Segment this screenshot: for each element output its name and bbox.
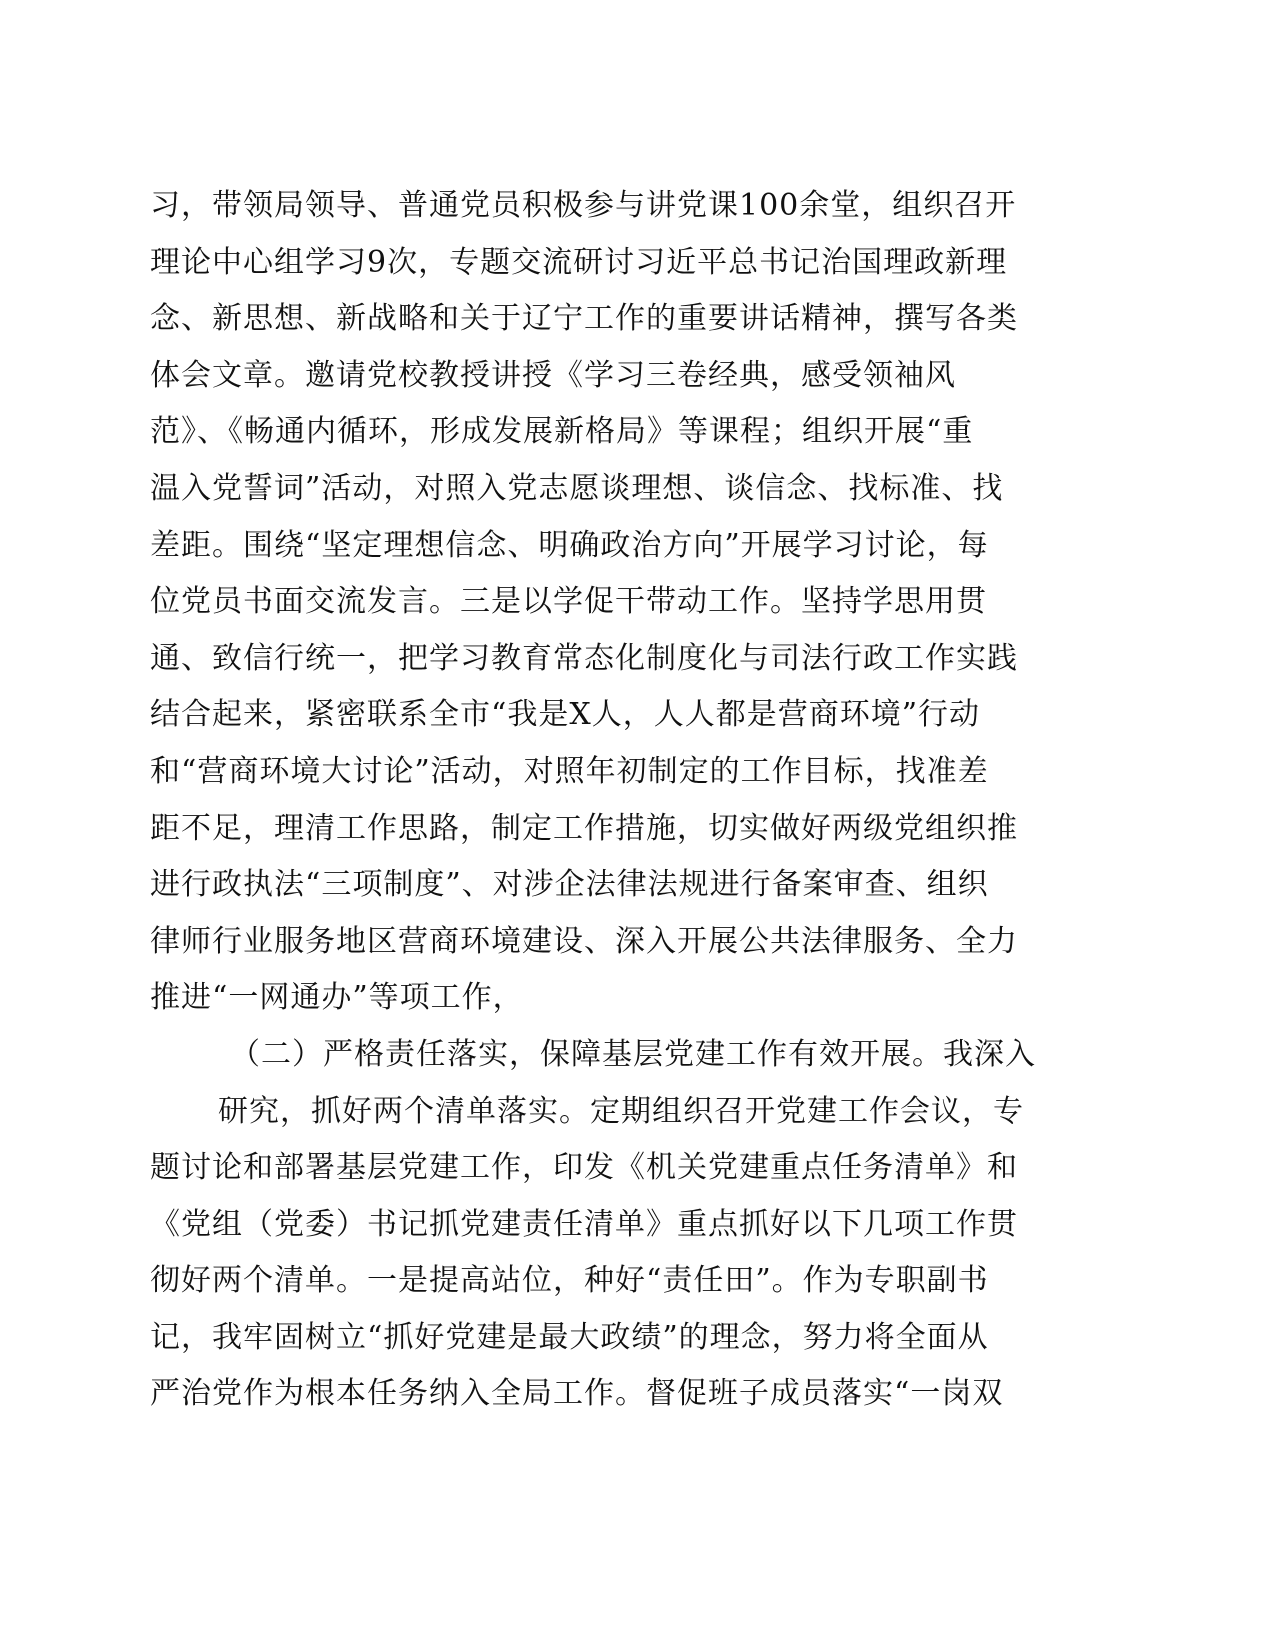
text-line: 距不足，理清工作思路，制定工作措施，切实做好两级党组织推 bbox=[150, 810, 1018, 846]
text-line: 理论中心组学习9次，专题交流研讨习近平总书记治国理政新理 bbox=[150, 244, 1008, 280]
text-line: 推进“一网通办”等项工作， bbox=[150, 980, 524, 1016]
text-line: 体会文章。邀请党校教授讲授《学习三卷经典，感受领袖风 bbox=[150, 357, 956, 393]
text-line: 严治党作为根本任务纳入全局工作。督促班子成员落实“一岗双 bbox=[150, 1376, 1004, 1412]
text-line: 结合起来，紧密联系全市“我是X人，人人都是营商环境”行动 bbox=[150, 697, 981, 733]
text-line: 和“营商环境大讨论”活动，对照年初制定的工作目标，找准差 bbox=[150, 753, 989, 789]
section-heading-line: （二）严格责任落实，保障基层党建工作有效开展。我深入 bbox=[230, 1036, 1036, 1072]
text-line: 差距。围绕“坚定理想信念、明确政治方向”开展学习讨论，每 bbox=[150, 527, 989, 563]
text-line: 进行政执法“三项制度”、对涉企法律法规进行备案审查、组织 bbox=[150, 867, 989, 903]
body-text bbox=[150, 178, 1090, 1423]
text-line: 习，带领局领导、普通党员积极参与讲党课100余堂，组织召开 bbox=[150, 188, 1017, 223]
text-line: 彻好两个清单。一是提高站位，种好“责任田”。作为专职副书 bbox=[150, 1263, 989, 1299]
text-line: 范》、《畅通内循环，形成发展新格局》等课程；组织开展“重 bbox=[150, 414, 974, 450]
text-line: 温入党誓词”活动，对照入党志愿谈理想、谈信念、找标准、找 bbox=[150, 470, 1004, 506]
text-line: 记，我牢固树立“抓好党建是最大政绩”的理念，努力将全面从 bbox=[150, 1319, 989, 1355]
text-line: 律师行业服务地区营商环境建设、深入开展公共法律服务、全力 bbox=[150, 923, 1018, 959]
text-line: 位党员书面交流发言。三是以学促干带动工作。坚持学思用贯 bbox=[150, 584, 987, 620]
text-line: 念、新思想、新战略和关于辽宁工作的重要讲话精神，撰写各类 bbox=[150, 301, 1018, 337]
text-line: 题讨论和部署基层党建工作，印发《机关党建重点任务清单》和 bbox=[150, 1150, 1018, 1186]
text-line: 通、致信行统一，把学习教育常态化制度化与司法行政工作实践 bbox=[150, 640, 1018, 676]
text-line: 研究，抓好两个清单落实。定期组织召开党建工作会议，专 bbox=[218, 1093, 1024, 1129]
text-line: 《党组（党委）书记抓党建责任清单》重点抓好以下几项工作贯 bbox=[150, 1206, 1018, 1242]
